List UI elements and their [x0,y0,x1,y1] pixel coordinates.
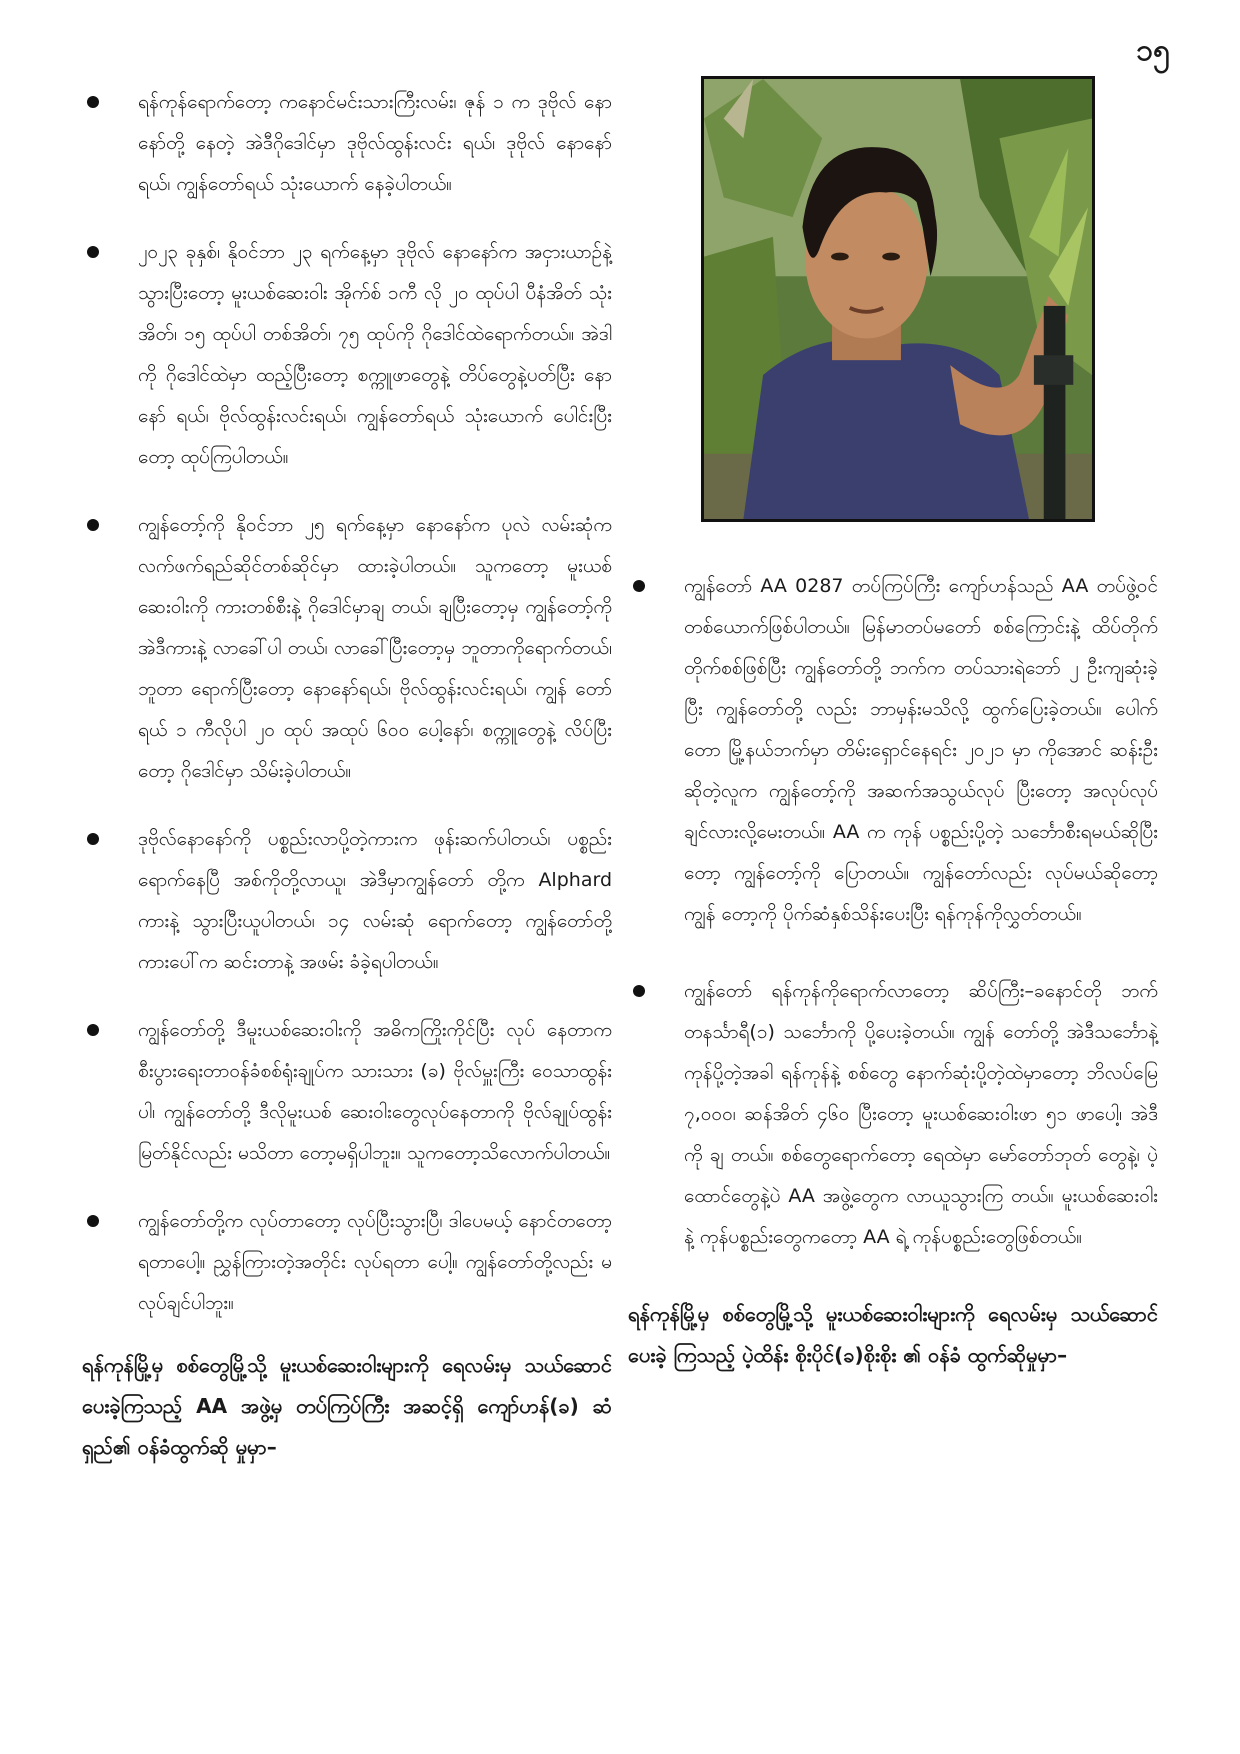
bullet-text: ကျွန်တော် ရန်ကုန်ကိုရောက်လာတော့ ဆိပ်ကြီး–ခနောင်တို ဘက် တနင်္သာရီ(၁) သင်္ဘောကို ပို့ပေးခဲ့တယ်။ ကျွန် တော်တို့ အဲဒီသင်္ဘောနဲ့ ကုန်ပို့တဲ့အခါ ရန်ကုန်နဲ့ စစ်တွေ နောက်ဆုံးပို့တဲ့ထဲမှာတော့ ဘိလပ်မြေ ၇,၀၀၀၊ ဆန်အိတ် ၄၆၀ ပြီးတော့ မူးယစ်ဆေးဝါးဖာ ၅၁ ဖာပေါ့၊ အဲဒီကို ချ တယ်။ စစ်တွေရောက်တော့ ရေထဲမှာ မော်တော်ဘုတ် တွေနဲ့၊ ပဲ့ထောင်တွေနဲ့ပဲ AA အဖွဲ့တွေက လာယူသွားကြ တယ်။ မူးယစ်ဆေးဝါးနဲ့ ကုန်ပစ္စည်းတွေကတော့ AA ရဲ့ ကုန်ပစ္စည်းတွေဖြစ်တယ်။ [684,980,1158,1248]
bullet-icon [87,96,99,108]
bullet-text: ကျွန်တော်တို့က လုပ်တာတော့ လုပ်ပြီးသွားပြီ၊ ဒါပေမယ့် နောင်တတော့ရတာပေါ့။ ညွှန်ကြားတဲ့အတိုင်း လုပ်ရတာ ပေါ့။ ကျွန်တော်တို့လည်း မလုပ်ချင်ပါဘူး။ [138,1210,612,1314]
right-closing-paragraph: ရန်ကုန်မြို့မှ စစ်တွေမြို့သို့ မူးယစ်ဆေးဝါးများကို ရေလမ်းမှ သယ်ဆောင်ပေးခဲ့ ကြသည့် ပဲ့ထိန်း စိုးပိုင်(ခ)စိုးစိုး ၏ ဝန်ခံ ထွက်ဆိုမှုမှာ– [628,1302,1158,1367]
list-item [82,232,612,478]
page-number: ၁၅ [1136,33,1170,68]
bullet-icon [87,1215,99,1227]
bullet-text: ရန်ကုန်ရောက်တော့ ကနောင်မင်းသားကြီးလမ်း၊ ဇုန် ၁ က ဒုဗိုလ် နောနော်တို့ နေတဲ့ အဲဒီဂိုဒေါင်မှာ ဒုဗိုလ်ထွန်းလင်း ရယ်၊ ဒုဗိုလ် နောနော်ရယ်၊ ကျွန်တော်ရယ် သုံးယောက် နေခဲ့ပါတယ်။ [138,91,612,195]
portrait-image [704,79,1092,519]
right-column [628,566,1158,1376]
bullet-text: ကျွန်တော်တို့ ဒီမူးယစ်ဆေးဝါးကို အဓိကကြိုးကိုင်ပြီး လုပ် နေတာက စီးပွားရေးတာဝန်ခံစစ်ရုံးချုပ်က သားသား (ခ) ဗိုလ်မှူးကြီး ဝေသာထွန်းပါ၊ ကျွန်တော်တို့ ဒီလိုမူးယစ် ဆေးဝါးတွေလုပ်နေတာကို ဗိုလ်ချုပ်ထွန်းမြတ်နိုင်လည်း မသိတာ တော့မရှိပါဘူး။ သူကတော့သိလောက်ပါတယ်။ [138,1019,612,1164]
bullet-text: ဒုဗိုလ်နောနော်ကို ပစ္စည်းလာပို့တဲ့ကားက ဖုန်းဆက်ပါတယ်၊ ပစ္စည်းရောက်နေပြီ အစ်ကိုတို့လာယူ၊ အဲဒီမှာကျွန်တော် တို့က Alphard ကားနဲ့ သွားပြီးယူပါတယ်၊ ၁၄ လမ်းဆုံ ရောက်တော့ ကျွန်တော်တို့ ကားပေါ်က ဆင်းတာနဲ့ အဖမ်း ခံခဲ့ရပါတယ်။ [138,828,612,973]
list-item [82,1201,612,1324]
bullet-icon [87,833,99,845]
bullet-icon [87,519,99,531]
list-item [82,505,612,792]
list-item [82,82,612,205]
list-item [628,971,1158,1258]
bullet-icon [87,246,99,258]
bullet-text: ကျွန်တော့်ကို နိုဝင်ဘာ ၂၅ ရက်နေ့မှာ နောနော်က ပုလဲ လမ်းဆုံက လက်ဖက်ရည်ဆိုင်တစ်ဆိုင်မှာ ထားခဲ့ပါတယ်။ သူကတော့ မူးယစ်ဆေးဝါးကို ကားတစ်စီးနဲ့ ဂိုဒေါင်မှာချ တယ်၊ ချပြီးတော့မှ ကျွန်တော့်ကို အဲဒီကားနဲ့ လာခေါ်ပါ တယ်၊ လာခေါ်ပြီးတော့မှ ဘူတာကိုရောက်တယ်၊ ဘူတာ ရောက်ပြီးတော့ နောနော်ရယ်၊ ဗိုလ်ထွန်းလင်းရယ်၊ ကျွန် တော်ရယ် ၁ ကီလိုပါ ၂၀ ထုပ် အထုပ် ၆၀၀ ပေါ့နော်၊ စက္ကူတွေနဲ့ လိပ်ပြီးတော့ ဂိုဒေါင်မှာ သိမ်းခဲ့ပါတယ်။ [138,514,612,782]
left-bullet-list [82,82,612,1324]
list-item [82,1010,612,1174]
left-closing-paragraph: ရန်ကုန်မြို့မှ စစ်တွေမြို့သို့ မူးယစ်ဆေးဝါးများကို ရေလမ်းမှ သယ်ဆောင်ပေးခဲ့ကြသည့် AA အဖွဲ့မှ တပ်ကြပ်ကြီး အဆင့်ရှိ ကျော်ဟန်(ခ) ဆံရှည်၏ ဝန်ခံထွက်ဆို မှုမှာ– [82,1353,612,1459]
list-item [82,819,612,983]
portrait-photo [701,76,1095,522]
left-column [82,82,612,1468]
bullet-icon [633,985,645,997]
right-bullet-list [628,566,1158,1258]
bullet-icon [87,1024,99,1036]
bullet-icon [633,580,645,592]
bullet-text: ၂၀၂၃ ခုနှစ်၊ နိုဝင်ဘာ ၂၃ ရက်နေ့မှာ ဒုဗိုလ် နောနော်က အငှားယာဉ်နဲ့ သွားပြီးတော့ မူးယစ်ဆေးဝါး အိုက်စ် ၁ကီ လို ၂၀ ထုပ်ပါ ပီနံအိတ် သုံးအိတ်၊ ၁၅ ထုပ်ပါ တစ်အိတ်၊ ၇၅ ထုပ်ကို ဂိုဒေါင်ထဲရောက်တယ်။ အဲဒါကို ဂိုဒေါင်ထဲမှာ ထည့်ပြီးတော့ စက္ကူဖာတွေနဲ့ တိပ်တွေနဲ့ပတ်ပြီး နောနော် ရယ်၊ ဗိုလ်ထွန်းလင်းရယ်၊ ကျွန်တော်ရယ် သုံးယောက် ပေါင်းပြီးတော့ ထုပ်ကြပါတယ်။ [138,241,612,468]
bullet-text: ကျွန်တော် AA 0287 တပ်ကြပ်ကြီး ကျော်ဟန်သည် AA တပ်ဖွဲ့ဝင် တစ်ယောက်ဖြစ်ပါတယ်။ မြန်မာတပ်မတော် စစ်ကြောင်းနဲ့ ထိပ်တိုက်တိုက်စစ်ဖြစ်ပြီး ကျွန်တော်တို့ ဘက်က တပ်သားရဲဘော် ၂ ဦးကျဆုံးခဲ့ပြီး ကျွန်တော်တို့ လည်း ဘာမှန်းမသိလို့ ထွက်ပြေးခဲ့တယ်။ ပေါက်တော မြို့နယ်ဘက်မှာ တိမ်းရှောင်နေရင်း ၂၀၂၁ မှာ ကိုအောင် ဆန်းဦးဆိုတဲ့လူက ကျွန်တော့်ကို အဆက်အသွယ်လုပ် ပြီးတော့ အလုပ်လုပ်ချင်လားလို့မေးတယ်။ AA က ကုန် ပစ္စည်းပို့တဲ့ သင်္ဘောစီးရမယ်ဆိုပြီးတော့ ကျွန်တော့်ကို ပြောတယ်။ ကျွန်တော်လည်း လုပ်မယ်ဆိုတော့ ကျွန် တော့ကို ပိုက်ဆံနှစ်သိန်းပေးပြီး ရန်ကုန်ကိုလွှတ်တယ်။ [684,575,1158,925]
list-item [628,566,1158,935]
